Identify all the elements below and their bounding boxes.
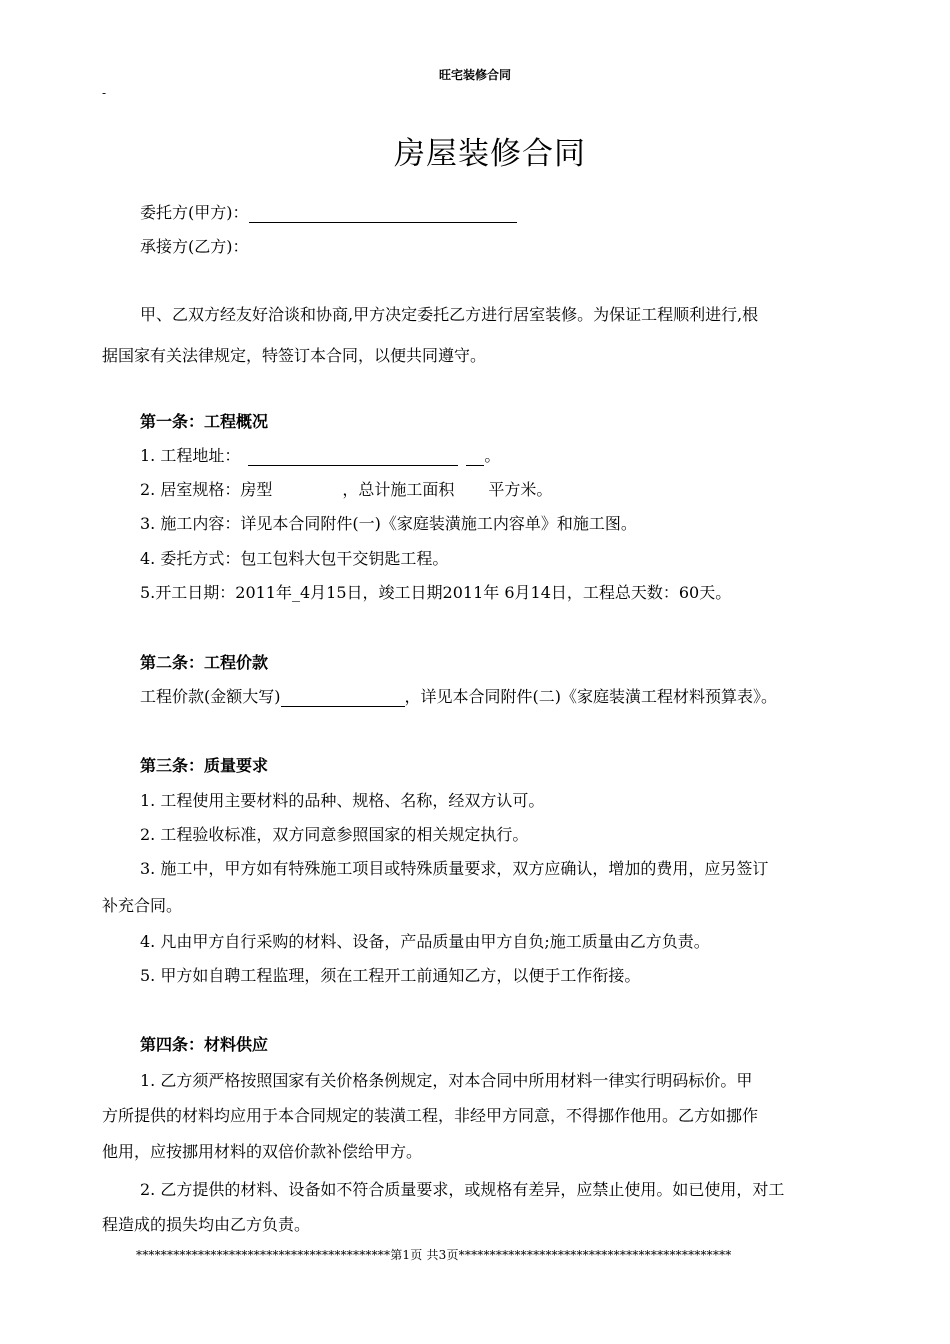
- article-4-para-2a: 2. 乙方提供的材料、设备如不符合质量要求，或规格有差异，应禁止使用。如已使用，对工: [140, 1180, 785, 1199]
- party-a-blank: [249, 205, 517, 223]
- party-a-line: [140, 200, 517, 223]
- page-footer: *****************************************第1页 共3页********************************************: [136, 1248, 732, 1262]
- article-4-para-1a: 1. 乙方须严格按照国家有关价格条例规定，对本合同中所用材料一律实行明码标价。甲: [140, 1071, 753, 1090]
- article-3-item-3a: 3. 施工中，甲方如有特殊施工项目或特殊质量要求，双方应确认，增加的费用，应另签订: [140, 859, 769, 878]
- article-2-heading: 第二条：工程价款: [140, 653, 269, 672]
- article-3-heading: 第三条：质量要求: [140, 756, 269, 775]
- preamble-line-2: 据国家有关法律规定，特签订本合同，以便共同遵守。: [102, 346, 487, 365]
- article-4-para-2b: 程造成的损失均由乙方负责。: [102, 1215, 311, 1234]
- article-1-item-1: [140, 443, 500, 466]
- article-1-item-5: 5.开工日期：2011年_4月15日，竣工日期2011年 6月14日，工程总天数：60天。: [140, 583, 732, 602]
- article-1-heading: 第一条：工程概况: [140, 412, 269, 431]
- address-tail: 。: [484, 446, 501, 465]
- price-blank: [281, 689, 405, 707]
- article-3-item-1: 1. 工程使用主要材料的品种、规格、名称，经双方认可。: [140, 791, 545, 810]
- party-b-label: 承接方(乙方)：: [140, 237, 249, 256]
- price-label: 工程价款(金额大写): [140, 687, 281, 706]
- room-type-label: 2. 居室规格：房型: [140, 480, 273, 499]
- price-tail: ，详见本合同附件(二)《家庭装潢工程材料预算表》。: [404, 687, 777, 706]
- article-1-item-3: 3. 施工内容：详见本合同附件(一)《家庭装潢施工内容单》和施工图。: [140, 514, 637, 533]
- article-4-para-1c: 他用，应按挪用材料的双倍价款补偿给甲方。: [102, 1142, 423, 1161]
- article-2-price-line: [140, 684, 777, 707]
- article-3-item-5: 5. 甲方如自聘工程监理，须在工程开工前通知乙方，以便于工作衔接。: [140, 966, 641, 985]
- document-title: 房屋装修合同: [394, 136, 586, 172]
- article-1-item-4: 4. 委托方式：包工包料大包干交钥匙工程。: [140, 549, 449, 568]
- preamble-line-1: 甲、乙双方经友好洽谈和协商,甲方决定委托乙方进行居室装修。为保证工程顺利进行,根: [140, 305, 759, 324]
- article-4-heading: 第四条：材料供应: [140, 1035, 269, 1054]
- article-3-item-3b: 补充合同。: [102, 896, 183, 915]
- address-blank: [248, 448, 458, 466]
- article-4-para-1b: 方所提供的材料均应用于本合同规定的装潢工程，非经甲方同意，不得挪作他用。乙方如挪作: [102, 1106, 759, 1125]
- party-a-label: 委托方(甲方)：: [140, 203, 249, 222]
- address-label: 1. 工程地址：: [140, 446, 241, 465]
- article-1-item-2: [140, 477, 552, 500]
- article-3-item-2: 2. 工程验收标准，双方同意参照国家的相关规定执行。: [140, 825, 529, 844]
- address-blank-short: [466, 448, 484, 466]
- article-3-item-4: 4. 凡由甲方自行采购的材料、设备，产品质量由甲方自负;施工质量由乙方负责。: [140, 932, 710, 951]
- header-dash: -: [102, 86, 107, 100]
- area-unit: 平方米。: [488, 480, 553, 499]
- area-label: ，总计施工面积: [342, 480, 455, 499]
- page-header: 旺宅装修合同: [438, 68, 511, 82]
